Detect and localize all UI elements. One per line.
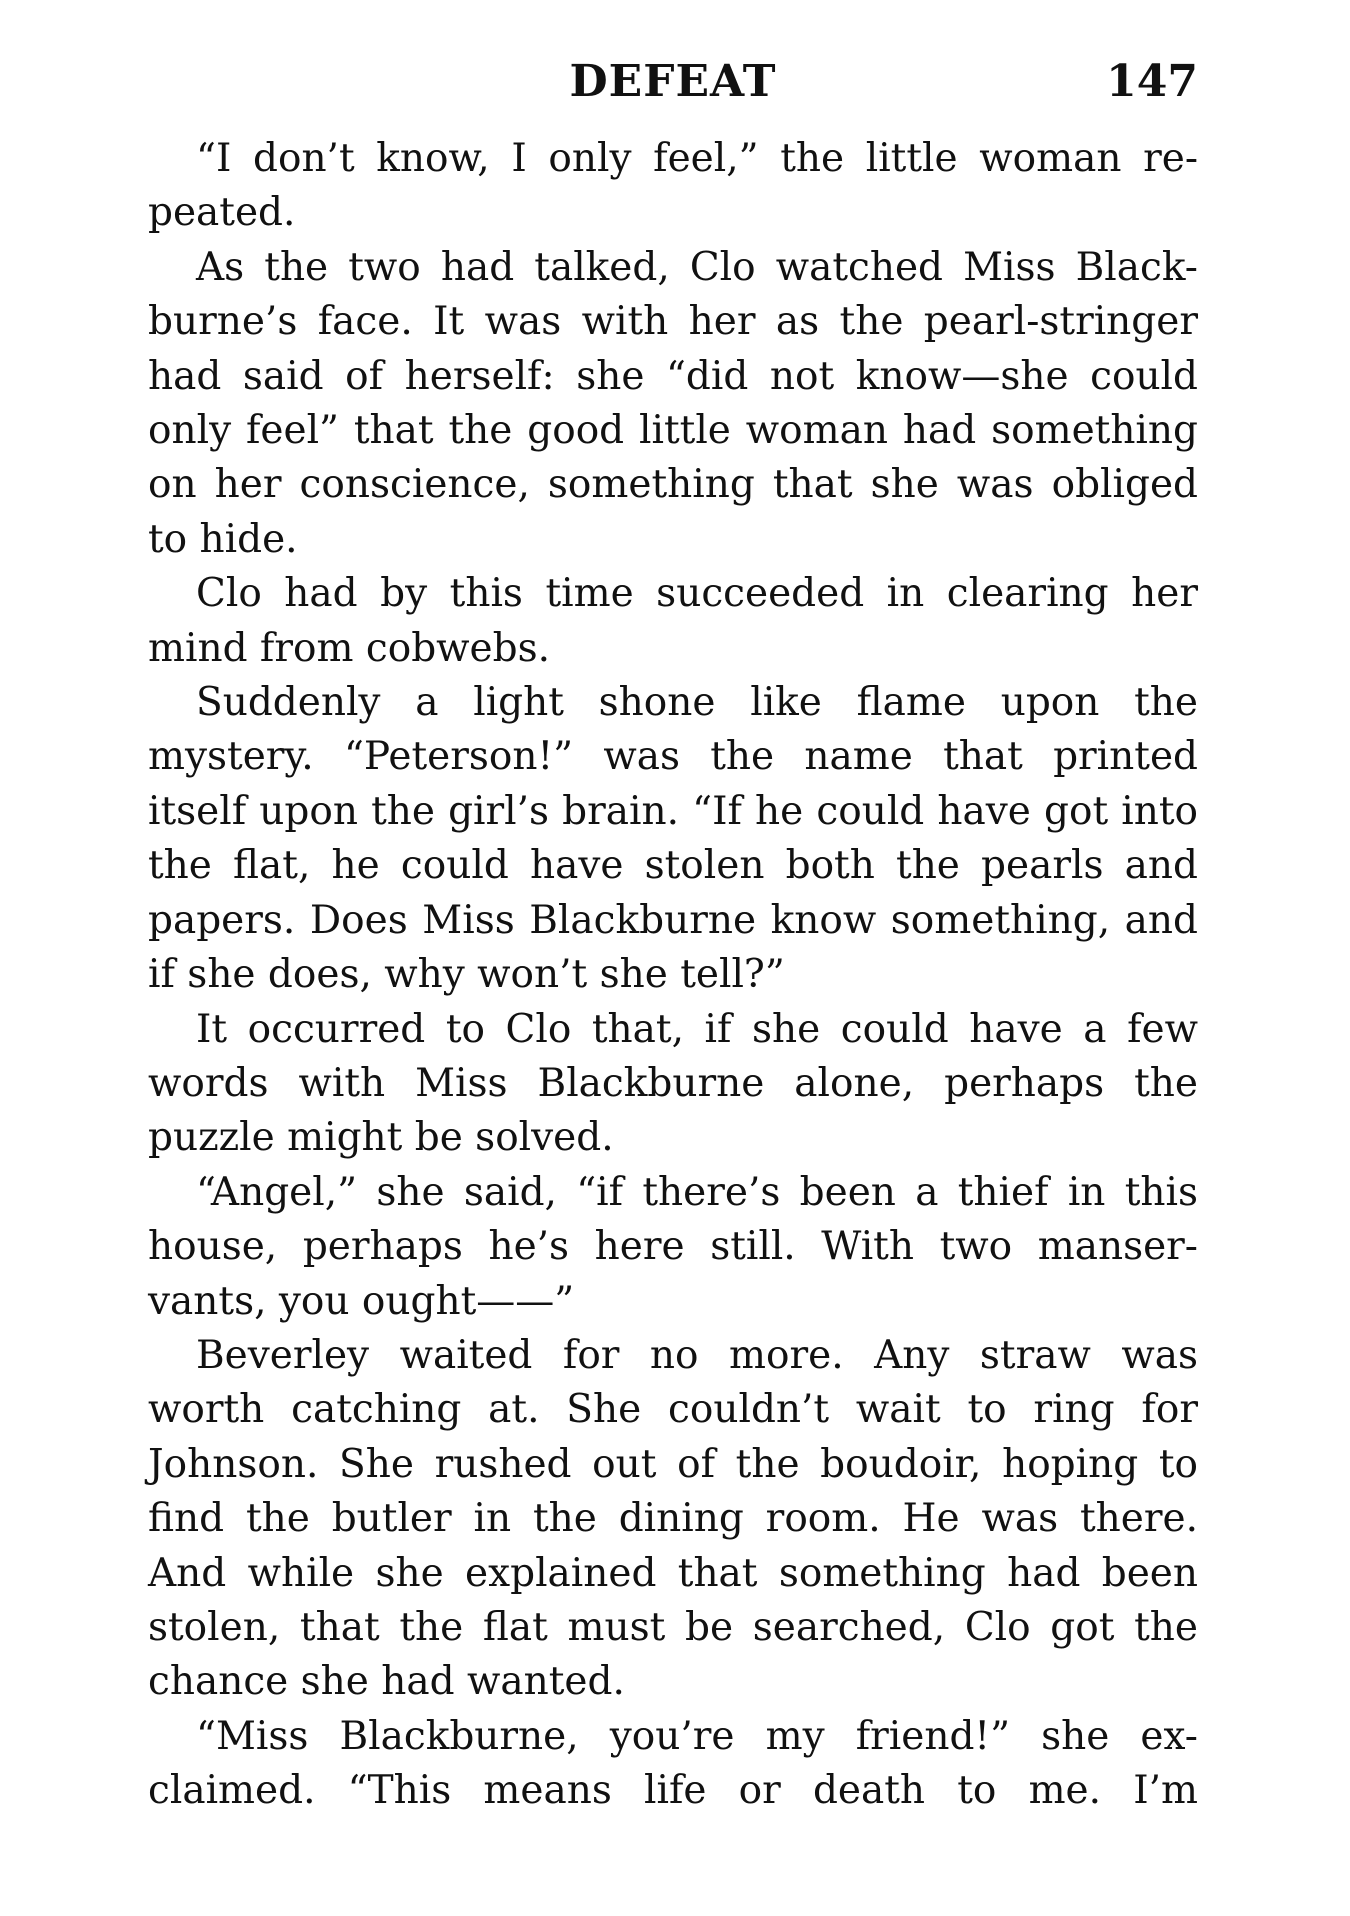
paragraph-8: “Miss Blackburne, you’re my friend!” she ex-claimed. “This means life or death to me. I’m <box>148 1713 1198 1814</box>
paragraph-3: Clo had by this time succeeded in clearing her mind from cobwebs. <box>148 571 1198 671</box>
running-title: DEFEAT <box>569 56 777 107</box>
paragraph-5: It occurred to Clo that, if she could have a few words with Miss Blackburne alone, perhaps the puzzle might be solved. <box>148 1006 1198 1161</box>
page-number: 147 <box>1106 56 1198 107</box>
paragraph-4: Suddenly a light shone like flame upon the mystery. “Peterson!” was the name that printed itself upon the girl’s brain. “If he could have got into the flat, he could have stolen both the pearls and papers. Does Miss Blackburne know something, and if she does, why won’t she tell?” <box>148 680 1198 998</box>
paragraph-7: Beverley waited for no more. Any straw was worth catching at. She couldn’t wait to ring for Johnson. She rushed out of the boudoir, hoping to find the butler in the dining room. He was there. And while she explained that something had been stolen, that the flat must be searched, Clo got the chance she had wanted. <box>148 1332 1198 1705</box>
paragraph-6: “Angel,” she said, “if there’s been a thief in this house, perhaps he’s here still. With two manser-vants, you ought——” <box>148 1169 1198 1324</box>
paragraph-1: “I don’t know, I only feel,” the little woman re-peated. <box>148 136 1198 236</box>
body-text <box>148 132 1198 1819</box>
page-header <box>148 52 1198 112</box>
paragraph-2: As the two had talked, Clo watched Miss Black-burne’s face. It was with her as the pearl-stringer had said of herself: she “did not know—she could only feel” that the good little woman had something on her conscience, something that she was obliged to hide. <box>148 244 1198 562</box>
